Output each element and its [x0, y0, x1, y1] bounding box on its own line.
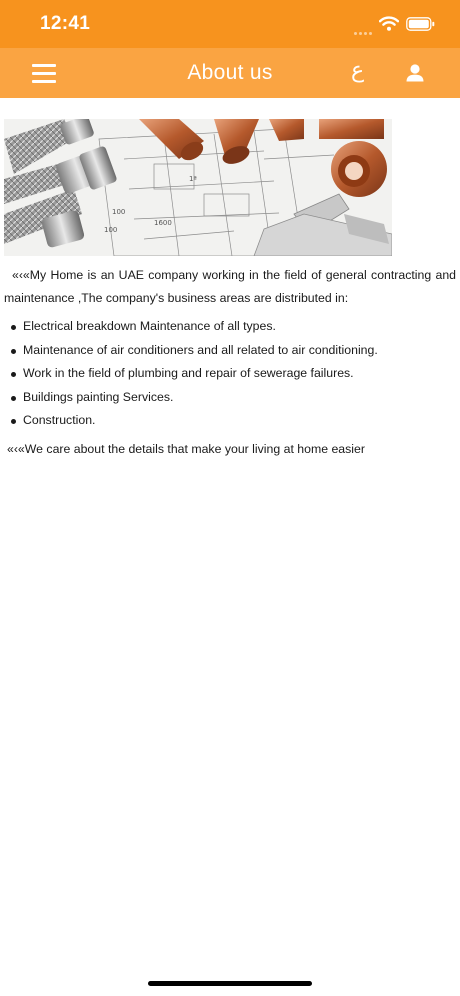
page-title: About us [187, 61, 273, 84]
svg-text:100: 100 [104, 226, 118, 234]
closing-paragraph [7, 438, 456, 461]
battery-icon [406, 17, 436, 31]
status-bar [0, 0, 460, 48]
services-list [4, 315, 456, 433]
hero-image [4, 119, 392, 256]
home-indicator[interactable] [148, 981, 312, 986]
profile-icon[interactable] [405, 63, 425, 83]
quote-mark: «‹« [12, 268, 30, 282]
service-item: Work in the field of plumbing and repair of sewerage failures. [4, 362, 456, 386]
service-item: Electrical breakdown Maintenance of all types. [4, 315, 456, 339]
intro-text: My Home is an UAE company working in the field of general contracting and maintenance ,The company's business areas are distributed in: [4, 268, 456, 305]
app-header [0, 48, 460, 98]
svg-text:1600: 1600 [154, 219, 172, 227]
signal-icon [354, 22, 374, 40]
quote-mark: «‹« [7, 441, 25, 456]
about-content [4, 264, 456, 461]
service-item: Construction. [4, 409, 456, 433]
service-item: Maintenance of air conditioners and all related to air conditioning. [4, 339, 456, 363]
status-time: 12:41 [40, 13, 91, 34]
closing-text: We care about the details that make your living at home easier [24, 441, 365, 456]
language-toggle-button[interactable]: ع [351, 58, 365, 83]
svg-text:1ª: 1ª [189, 175, 197, 183]
intro-paragraph [4, 264, 456, 310]
svg-text:100: 100 [112, 208, 126, 216]
wifi-icon [379, 16, 399, 31]
service-item: Buildings painting Services. [4, 386, 456, 410]
